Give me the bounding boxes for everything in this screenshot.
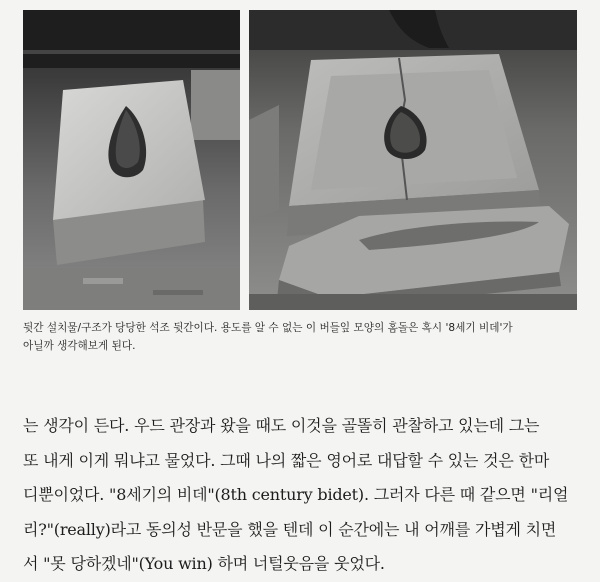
caption-line-2: 아닐까 생각해보게 된다. xyxy=(23,340,136,352)
caption-line-1: 뒷간 설치물/구조가 당당한 석조 뒷간이다. 용도를 알 수 없는 이 버들잎 모양의 홈돌은 혹시 '8세기 비데'가 xyxy=(23,322,513,334)
body-paragraph xyxy=(23,409,583,582)
body-line-3: 디뿐이었다. "8세기의 비데"(8th century bidet). 그러자 다른 때 같으면 "리얼 xyxy=(23,485,569,504)
photo-caption xyxy=(23,319,583,355)
photo-stone-toilet-and-trough xyxy=(249,10,577,310)
body-line-5: 서 "못 당하겠네"(You win) 하며 너털웃음을 웃었다. xyxy=(23,554,385,573)
body-line-1: 는 생각이 든다. 우드 관장과 왔을 때도 이것을 골똘히 관찰하고 있는데 그는 xyxy=(23,416,540,435)
stone-trough-image xyxy=(249,10,577,310)
stone-slab-image xyxy=(23,10,240,310)
body-line-4: 리?"(really)라고 동의성 반문을 했을 텐데 이 순간에는 내 어깨를 가볍게 치면 xyxy=(23,519,557,539)
body-line-2: 또 내게 이게 뭐냐고 물었다. 그때 나의 짧은 영어로 대답할 수 있는 것은 한마 xyxy=(23,450,550,470)
photo-stone-toilet-slab xyxy=(23,10,240,310)
